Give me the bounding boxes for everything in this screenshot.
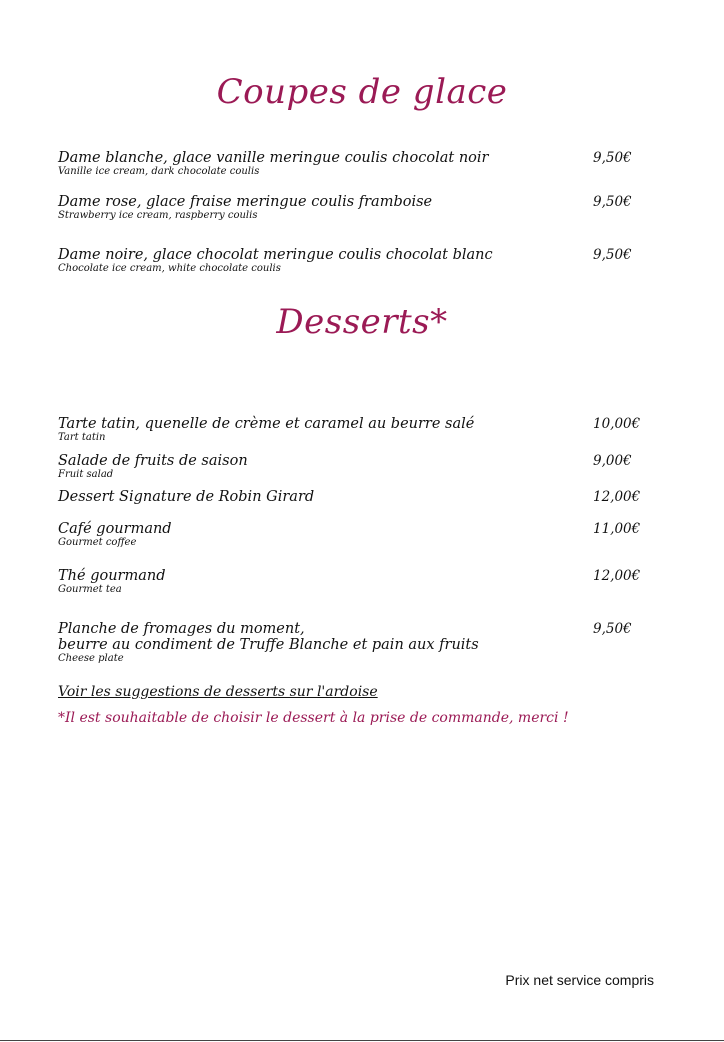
menu-item	[58, 247, 668, 274]
item-price: 9,00€	[593, 453, 632, 469]
menu-item	[58, 568, 668, 595]
item-translation: Gourmet tea	[58, 584, 122, 595]
item-name: Thé gourmand	[58, 568, 166, 584]
item-price: 11,00€	[593, 521, 641, 537]
menu-item	[58, 621, 668, 664]
suggestions-link[interactable]: Voir les suggestions de desserts sur l'ardoise	[58, 684, 378, 700]
menu-item	[58, 194, 668, 221]
item-translation: Fruit salad	[58, 469, 114, 480]
menu-item	[58, 521, 668, 548]
section-title-coupes: Coupes de glace	[216, 72, 508, 112]
item-translation: Tart tatin	[58, 432, 106, 443]
menu-item	[58, 453, 668, 480]
item-translation: Strawberry ice cream, raspberry coulis	[58, 210, 258, 221]
item-name-line-2: beurre au condiment de Truffe Blanche et pain aux fruits	[58, 637, 479, 653]
item-name: Salade de fruits de saison	[58, 453, 248, 469]
item-price: 12,00€	[593, 568, 641, 584]
item-name: Dame rose, glace fraise meringue coulis framboise	[58, 194, 433, 210]
item-translation: Chocolate ice cream, white chocolate coulis	[58, 263, 281, 274]
item-price: 9,50€	[593, 150, 632, 166]
item-name: Dame noire, glace chocolat meringue coulis chocolat blanc	[58, 247, 493, 263]
item-price: 10,00€	[593, 416, 641, 432]
item-price: 9,50€	[593, 621, 632, 637]
item-translation: Gourmet coffee	[58, 537, 137, 548]
section-title-desserts: Desserts*	[276, 302, 448, 342]
menu-item	[58, 416, 668, 443]
price-footer: Prix net service compris	[505, 972, 654, 988]
item-price: 12,00€	[593, 489, 641, 505]
order-note: *Il est souhaitable de choisir le dessert à la prise de commande, merci !	[58, 710, 569, 726]
page-divider	[0, 1040, 724, 1041]
menu-item	[58, 489, 668, 505]
item-price: 9,50€	[593, 247, 632, 263]
item-name: Dame blanche, glace vanille meringue coulis chocolat noir	[58, 150, 489, 166]
item-name: Tarte tatin, quenelle de crème et caramel au beurre salé	[58, 416, 475, 432]
menu-item	[58, 150, 668, 177]
item-price: 9,50€	[593, 194, 632, 210]
item-translation: Cheese plate	[58, 653, 124, 664]
item-name: Café gourmand	[58, 521, 172, 537]
item-name: Dessert Signature de Robin Girard	[58, 489, 315, 505]
item-name-line-1: Planche de fromages du moment,	[58, 621, 305, 637]
item-translation: Vanille ice cream, dark chocolate coulis	[58, 166, 260, 177]
